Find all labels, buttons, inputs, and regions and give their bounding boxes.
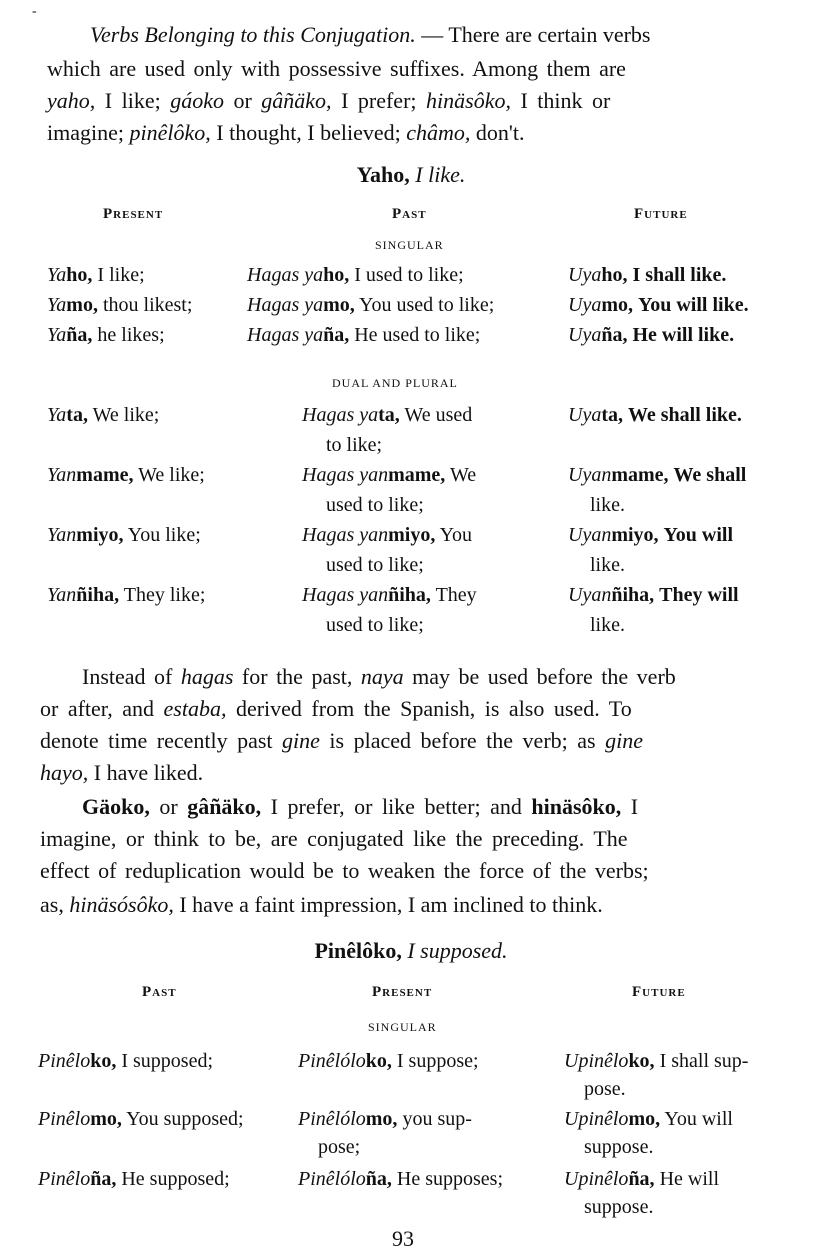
stem: Hagas yan <box>302 464 389 486</box>
para3-line4 <box>40 892 603 918</box>
table2-title <box>0 938 822 964</box>
para1-line1-rest: — There are certain verbs <box>421 22 651 47</box>
gloss: I supposed; <box>121 1050 214 1072</box>
text: is placed before the verb; as <box>329 728 596 753</box>
text: or <box>159 794 178 819</box>
gloss-cont: pose. <box>584 1078 626 1100</box>
table-row <box>47 464 205 487</box>
stem: Hagas ya <box>302 404 379 426</box>
gloss-cont: used to like; <box>326 554 424 576</box>
table-row <box>568 524 733 547</box>
para3-line3: effect of reduplication would be to weaken the force of the verbs; <box>40 858 649 883</box>
table-row <box>47 524 201 547</box>
table1-title <box>0 162 822 188</box>
stem: Pinêlo <box>38 1108 91 1130</box>
word-hagas: hagas <box>180 664 234 689</box>
suffix: ta, <box>601 404 623 426</box>
stem: Ya <box>47 294 67 316</box>
text: as, <box>40 892 64 917</box>
table1-header-past: Past <box>392 206 427 222</box>
table-row <box>247 324 480 347</box>
text: I <box>630 794 639 819</box>
gloss: We like; <box>138 464 205 486</box>
gloss: You will <box>664 1108 733 1130</box>
text: denote time recently past <box>40 728 273 753</box>
stem: Uyan <box>568 524 612 546</box>
gloss: you sup- <box>402 1108 472 1130</box>
word-pineloko: pinêlôko, <box>129 120 211 145</box>
gloss: I suppose; <box>396 1050 479 1072</box>
table-row <box>38 1050 213 1073</box>
word-gine: gine <box>605 728 643 753</box>
stem: Hagas yan <box>302 524 389 546</box>
suffix: ko, <box>365 1050 392 1072</box>
word-naya: naya <box>360 664 404 689</box>
table-row <box>298 1108 472 1131</box>
stem: Pinêlo <box>38 1050 91 1072</box>
suffix: ña, <box>601 324 628 346</box>
stem: Hagas ya <box>247 264 324 286</box>
suffix: ña, <box>628 1168 655 1190</box>
word-gaoko: Gäoko, <box>82 794 150 819</box>
table1-singular-label: SINGULAR <box>375 238 444 252</box>
word-gine: gine <box>282 728 320 753</box>
gloss: They <box>435 584 477 606</box>
text: I have liked. <box>93 760 204 785</box>
stem: Yan <box>47 584 77 606</box>
table-row <box>298 1168 503 1191</box>
suffix: ña, <box>66 324 93 346</box>
table2-header-present: Present <box>372 984 433 1000</box>
table-row <box>47 264 145 287</box>
para1-line2: which are used only with possessive suffixes. Among them are <box>47 56 626 81</box>
stem: Ya <box>47 264 67 286</box>
suffix: mo, <box>365 1108 398 1130</box>
table-row <box>38 1168 230 1191</box>
table-row <box>47 584 205 607</box>
stem: Uyan <box>568 584 612 606</box>
suffix: mame, <box>76 464 134 486</box>
gloss: I shall sup- <box>659 1050 749 1072</box>
gloss-cont: used to like; <box>326 614 424 636</box>
word-hayo: hayo, <box>40 760 89 785</box>
table-row <box>47 294 192 317</box>
table2-header-past: Past <box>142 984 177 1000</box>
gloss: He will like. <box>632 324 735 346</box>
table1-header-future: Future <box>634 206 688 222</box>
stem: Uya <box>568 404 602 426</box>
suffix: ta, <box>378 404 400 426</box>
table-row <box>568 464 746 487</box>
gloss: He used to like; <box>354 324 481 346</box>
table-row <box>564 1108 733 1131</box>
table-row <box>568 404 742 427</box>
para3-line1 <box>82 794 638 820</box>
table-row <box>38 1108 244 1131</box>
table-row <box>302 464 476 487</box>
suffix: mo, <box>66 294 98 316</box>
stem: Uya <box>568 264 602 286</box>
gloss: They will <box>659 584 739 606</box>
stem: Pinêlólo <box>298 1168 366 1190</box>
suffix: mo, <box>628 1108 661 1130</box>
table-row <box>47 404 159 427</box>
table-row <box>568 584 739 607</box>
gloss: He supposed; <box>121 1168 230 1190</box>
text: may be used before the verb <box>412 664 676 689</box>
stem: Upinêlo <box>564 1168 629 1190</box>
para2-line3 <box>40 728 643 754</box>
gloss: He will <box>659 1168 719 1190</box>
table1-title-bold: Yaho, <box>356 162 410 187</box>
word-ganako: gâñäko, <box>187 794 262 819</box>
gloss: he likes; <box>97 324 165 346</box>
table-row <box>564 1050 748 1073</box>
para1-line3 <box>47 88 610 114</box>
table2-singular-label: SINGULAR <box>368 1020 437 1034</box>
gloss-cont: suppose. <box>584 1196 654 1218</box>
suffix: ho, <box>323 264 350 286</box>
gloss: He supposes; <box>396 1168 503 1190</box>
stem: Ya <box>47 324 67 346</box>
table-row <box>568 294 749 317</box>
suffix: ho, <box>66 264 93 286</box>
text: don't. <box>475 120 525 145</box>
text: I thought, I believed; <box>216 120 401 145</box>
suffix: ñiha, <box>76 584 120 606</box>
suffix: mo, <box>90 1108 122 1130</box>
para1-line1 <box>90 22 650 48</box>
stem: Pinêlo <box>38 1168 91 1190</box>
stem: Pinêlólo <box>298 1108 366 1130</box>
suffix: mo, <box>601 294 633 316</box>
suffix: mo, <box>323 294 355 316</box>
suffix: ho, <box>601 264 628 286</box>
word-chamo: châmo, <box>406 120 471 145</box>
table2-title-italic: I supposed. <box>407 938 508 963</box>
gloss-cont: like. <box>590 614 625 636</box>
gloss-cont: to like; <box>326 434 383 456</box>
table-row <box>568 264 726 287</box>
text: I think or <box>520 88 611 113</box>
suffix: ko, <box>628 1050 655 1072</box>
stem: Uya <box>568 294 602 316</box>
text: or <box>233 88 252 113</box>
text: I prefer; <box>341 88 417 113</box>
word-yaho: yaho, <box>47 88 96 113</box>
gloss: I like; <box>97 264 145 286</box>
suffix: ñiha, <box>388 584 431 606</box>
stem: Pinêlólo <box>298 1050 366 1072</box>
suffix: miyo, <box>611 524 659 546</box>
suffix: mame, <box>388 464 446 486</box>
table-row <box>302 404 472 427</box>
word-ganako: gâñäko, <box>261 88 332 113</box>
stem: Yan <box>47 524 77 546</box>
table-row <box>302 584 477 607</box>
gloss: You supposed; <box>126 1108 244 1130</box>
suffix: ko, <box>90 1050 117 1072</box>
gloss: We like; <box>92 404 160 426</box>
gloss: We shall like. <box>628 404 742 426</box>
suffix: mame, <box>611 464 669 486</box>
word-hinasosoko: hinäsósôko, <box>69 892 174 917</box>
suffix: ñiha, <box>611 584 655 606</box>
gloss: We used <box>404 404 473 426</box>
table1-plural-label: DUAL AND PLURAL <box>332 376 458 390</box>
text: Instead of <box>82 664 173 689</box>
stem: Yan <box>47 464 77 486</box>
table-row <box>564 1168 719 1191</box>
suffix: ña, <box>365 1168 392 1190</box>
gloss: You used to like; <box>359 294 495 316</box>
table1-header-present: Present <box>103 206 164 222</box>
suffix: ña, <box>323 324 350 346</box>
gloss-cont: used to like; <box>326 494 424 516</box>
gloss: thou likest; <box>102 294 193 316</box>
text: I like; <box>104 88 161 113</box>
table2-title-bold: Pinêlôko, <box>314 938 402 963</box>
gloss: You will <box>663 524 734 546</box>
suffix: miyo, <box>76 524 124 546</box>
table1-title-italic: I like. <box>415 162 466 187</box>
stem: Upinêlo <box>564 1108 629 1130</box>
stem: Uyan <box>568 464 612 486</box>
table-row <box>247 294 494 317</box>
stem: Hagas ya <box>247 294 324 316</box>
gloss-cont: like. <box>590 494 625 516</box>
word-hinasoko: hinäsôko, <box>426 88 511 113</box>
stem: Uya <box>568 324 602 346</box>
gloss: You like; <box>127 524 201 546</box>
gloss: We shall <box>673 464 747 486</box>
para1-heading: Verbs Belonging to this Conjugation. <box>90 22 416 47</box>
word-gaoko: gáoko <box>170 88 224 113</box>
table-row <box>47 324 165 347</box>
para3-line2: imagine, or think to be, are conjugated like the preceding. The <box>40 826 628 851</box>
text: I prefer, or like better; and <box>270 794 522 819</box>
word-hinasoko: hinäsôko, <box>531 794 622 819</box>
suffix: miyo, <box>388 524 436 546</box>
stem: Ya <box>47 404 67 426</box>
top-mark: - <box>32 4 37 19</box>
para2-line2 <box>40 696 632 722</box>
suffix: ta, <box>66 404 88 426</box>
para1-line4 <box>47 120 525 146</box>
table-row <box>568 324 734 347</box>
para2-line1 <box>82 664 676 690</box>
stem: Hagas yan <box>302 584 389 606</box>
gloss: You will like. <box>638 294 749 316</box>
text: for the past, <box>241 664 353 689</box>
table-row <box>302 524 472 547</box>
word-estaba: estaba, <box>163 696 227 721</box>
gloss-cont: suppose. <box>584 1136 654 1158</box>
gloss: I shall like. <box>632 264 727 286</box>
gloss: I used to like; <box>354 264 464 286</box>
table2-header-future: Future <box>632 984 686 1000</box>
page-number: 93 <box>392 1226 414 1251</box>
para2-line4 <box>40 760 203 786</box>
text: derived from the Spanish, is also used. To <box>235 696 632 721</box>
gloss-cont: like. <box>590 554 625 576</box>
text: I have a faint impression, I am inclined to think. <box>179 892 603 917</box>
table-row <box>247 264 464 287</box>
gloss: You <box>439 524 473 546</box>
text: imagine; <box>47 120 124 145</box>
text: or after, and <box>40 696 155 721</box>
table-row <box>298 1050 479 1073</box>
gloss: They like; <box>123 584 206 606</box>
gloss-cont: pose; <box>318 1136 361 1158</box>
stem: Upinêlo <box>564 1050 629 1072</box>
suffix: ña, <box>90 1168 117 1190</box>
gloss: We <box>449 464 477 486</box>
stem: Hagas ya <box>247 324 324 346</box>
